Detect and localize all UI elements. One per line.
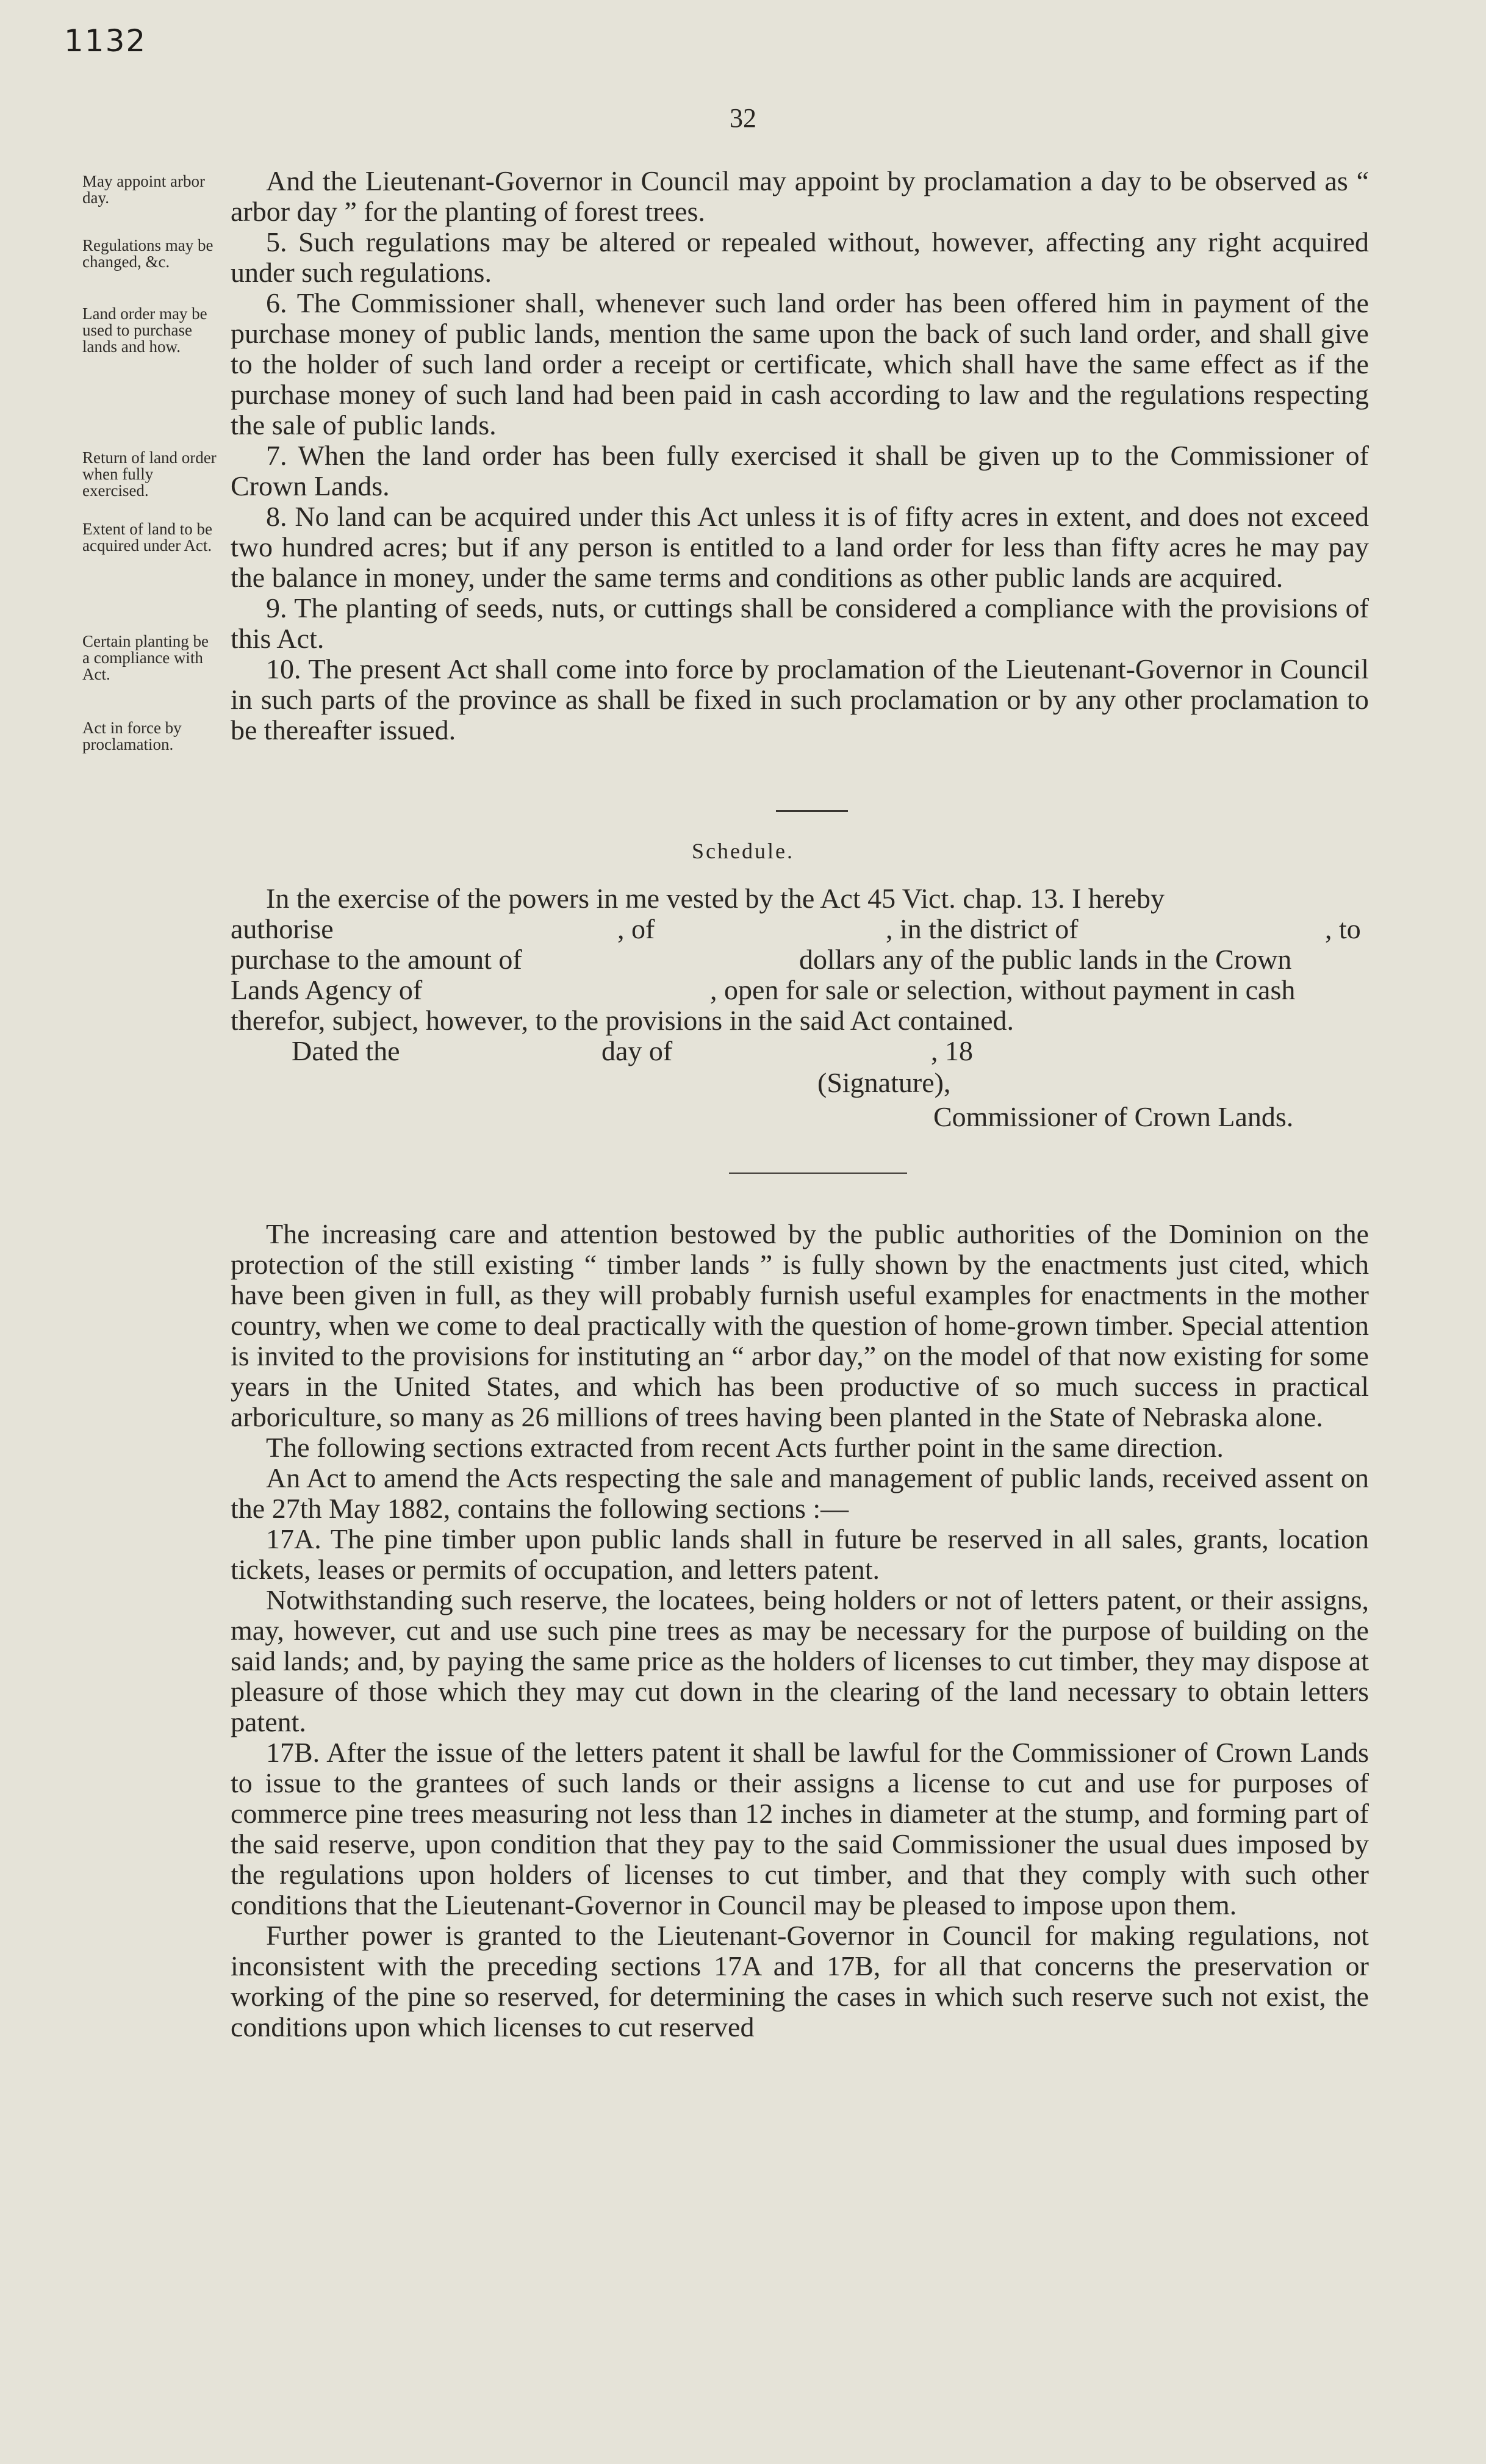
act-paragraph: 8. No land can be acquired under this Act unless it is of fifty acres in extent, and does not exceed two hundred acres; but if any person is entitled to a land order for less than fifty acres he may pay the balance in money, under the same terms and conditions as other public lands are acquired. xyxy=(231,501,1369,593)
schedule-line-1: In the exercise of the powers in me vested by the Act 45 Vict. chap. 13. I hereby xyxy=(266,883,1165,914)
commentary-paragraph: 17A. The pine timber upon public lands shall in future be reserved in all sales, grants, location tickets, leases or permits of occupation, and letters patent. xyxy=(231,1523,1369,1585)
commentary-paragraph: Notwithstanding such reserve, the locatees, being holders or not of letters patent, or their assigns, may, however, cut and use such pine trees as may be necessary for the purpose of building on the said lands; and, by paying the same price as the holders of licenses to cut timber, they may dispose at pleasure of those which they may cut down in the clearing of the land necessary to obtain letters patent. xyxy=(231,1584,1369,1737)
schedule-authorise: authorise xyxy=(231,913,334,944)
act-paragraph: 7. When the land order has been fully exercised it shall be given up to the Commissioner of Crown Lands. xyxy=(231,440,1369,501)
commentary-paragraph: An Act to amend the Acts respecting the sale and management of public lands, received assent on the 27th May 1882, contains the following sections :— xyxy=(231,1462,1369,1524)
commentary-paragraph: The increasing care and attention bestowed by the public authorities of the Dominion on the protection of the still existing “ timber lands ” is fully shown by the enactments just cited, which have been given in full, as they will probably furnish useful examples for enactments in the mother country, when we come to deal practically with the question of home-grown timber. Special attention is invited to the provisions for instituting an “ arbor day,” on the model of that now existing for some years in the United States, and which has been productive of so much success in practical arboriculture, so many as 26 millions of trees having been planted in the State of Nebraska alone. xyxy=(231,1218,1369,1432)
schedule-line-5: therefor, subject, however, to the provisions in the said Act contained. xyxy=(231,1005,1014,1036)
schedule-year: , 18 xyxy=(931,1035,973,1066)
act-paragraph: 10. The present Act shall come into force by proclamation of the Lieutenant-Governor in Council in such parts of the province as shall be fixed in such proclamation or by any other proclamation to be thereafter issued. xyxy=(231,653,1369,745)
schedule-amount: purchase to the amount of xyxy=(231,944,522,975)
schedule-open-for-sale: , open for sale or selection, without payment in cash xyxy=(710,974,1296,1005)
commentary xyxy=(231,1219,1369,2042)
schedule-of: , of xyxy=(617,913,655,944)
commentary-paragraph: Further power is granted to the Lieutenant-Governor in Council for making regulations, not inconsistent with the preceding sections 17A and 17B, for all that concerns the preservation or working of the pine so reserved, for determining the cases in which such reserve such not exist, the conditions upon which licenses to cut reserved xyxy=(231,1920,1369,2042)
page-number-stamp: 1132 xyxy=(64,23,147,59)
schedule-signature: (Signature), xyxy=(817,1067,951,1098)
schedule-district: , in the district of xyxy=(886,913,1079,944)
act-paragraph: 6. The Commissioner shall, whenever such land order has been offered him in payment of the purchase money of public lands, mention the same upon the back of such land order, and shall give to the holder of such land order a receipt or certificate, which shall have the same effect as if the purchase money of such land had been paid in cash according to law and the regulations respecting the sale of public lands. xyxy=(231,287,1369,440)
margin-note-return-land-order: Return of land order when fully exercised. xyxy=(82,448,217,500)
section-divider-long xyxy=(729,1173,907,1174)
schedule-agency: Lands Agency of xyxy=(231,974,423,1005)
schedule-heading: Schedule. xyxy=(692,839,794,863)
act-paragraph: And the Lieutenant-Governor in Council may appoint by proclamation a day to be observed as “ arbor day ” for the planting of forest trees. xyxy=(231,165,1369,227)
schedule-dated: Dated the xyxy=(292,1035,400,1066)
commentary-paragraph: 17B. After the issue of the letters patent it shall be lawful for the Commissioner of Crown Lands to issue to the grantees of such lands or their assigns a license to cut and use for purposes of commerce pine trees measuring not less than 12 inches in diameter at the stump, and forming part of the said reserve, upon condition that they pay to the said Commissioner the usual dues imposed by the regulations upon holders of licenses to cut timber, and that they comply with such other conditions that the Lieutenant-Governor in Council may be pleased to impose upon them. xyxy=(231,1737,1369,1920)
margin-note-land-order: Land order may be used to purchase lands and how. xyxy=(82,304,207,356)
margin-note-certain-planting: Certain planting be a compliance with Act. xyxy=(82,632,209,683)
act-paragraph: 5. Such regulations may be altered or repealed without, however, affecting any right acquired under such regulations. xyxy=(231,226,1369,288)
act-paragraph: 9. The planting of seeds, nuts, or cuttings shall be considered a compliance with the provisions of this Act. xyxy=(231,592,1369,654)
section-divider xyxy=(776,810,848,812)
schedule-dollars: dollars any of the public lands in the Crown xyxy=(799,944,1292,975)
margin-note-regulations: Regulations may be changed, &c. xyxy=(82,236,214,271)
margin-note-act-in-force: Act in force by proclamation. xyxy=(82,719,182,753)
schedule-day-of: day of xyxy=(601,1035,673,1066)
commentary-paragraph: The following sections extracted from recent Acts further point in the same direction. xyxy=(266,1432,1224,1463)
schedule-to: , to xyxy=(1325,913,1361,944)
margin-note-extent-of-land: Extent of land to be acquired under Act. xyxy=(82,520,212,555)
folio: 32 xyxy=(730,103,756,133)
margin-note-arbor-day: May appoint arbor day. xyxy=(82,172,205,207)
act-sections xyxy=(231,166,1369,745)
schedule-commissioner-title: Commissioner of Crown Lands. xyxy=(933,1101,1294,1132)
